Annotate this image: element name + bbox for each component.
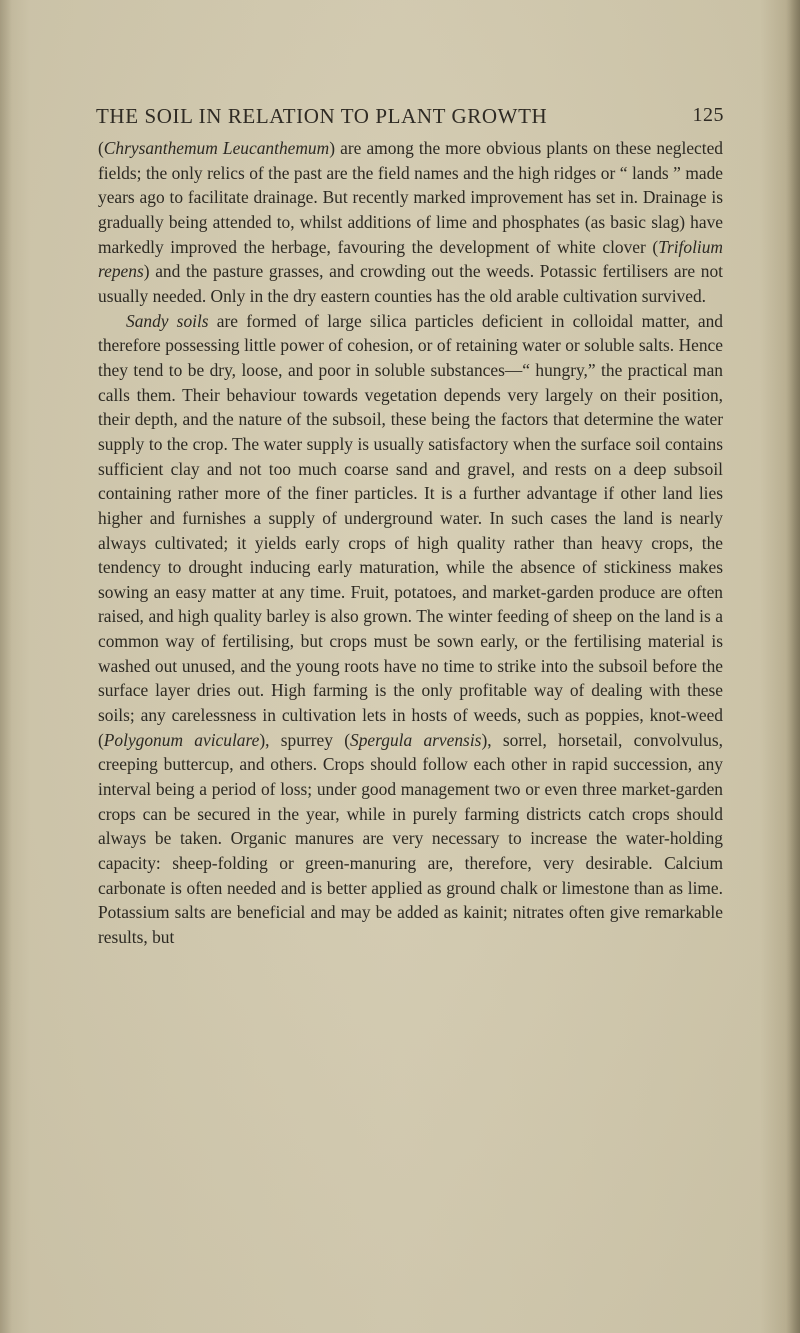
text-segment: ) and the pasture grasses, and crowding out the weeds. Potassic fertilisers are not usually needed. Only in the dry eastern counties has the old arable cultivation survived. bbox=[98, 261, 723, 306]
running-header bbox=[96, 104, 724, 134]
page-number: 125 bbox=[692, 104, 724, 126]
latin-name: Polygonum aviculare bbox=[103, 729, 260, 750]
text-segment: are formed of large silica particles deficient in colloidal matter, and therefore possessing little power of cohesion, or of retaining water or soluble salts. Hence they tend to be dry, loose, and poor in soluble substances—“ hungry,” the practical man calls them. Their behaviour towards vegetation depends very largely on their position, their depth, and the nature of the subsoil, these being the factors that determine the water supply to the crop. The water supply is usually satisfactory when the surface soil contains sufficient clay and not too much coarse sand and gravel, and rests on a deep subsoil containing rather more of the finer particles. It is a further advantage if other land lies higher and furnishes a supply of underground water. In such cases the land is nearly always cultivated; it yields early crops of high quality rather than heavy crops, the tendency to drought inducing early maturation, while the absence of stickiness makes sowing an easy matter at any time. Fruit, potatoes, and market-garden produce are often raised, and high quality barley is also grown. The winter feeding of sheep on the land is a common way of fertilising, but crops must be sown early, or the fertilising material is washed out unused, and the young roots have no time to strike into the subsoil before the surface layer dries out. High farming is the only profitable way of dealing with these soils; any carelessness in cultivation lets in hosts of weeds, such as poppies, knot-weed ( bbox=[98, 310, 723, 750]
latin-name: Trifolium repens bbox=[98, 236, 723, 282]
text-segment: ), spurrey ( bbox=[259, 729, 351, 750]
paragraph-sandy-soils bbox=[98, 309, 723, 950]
latin-name: Chrysanthemum Leucanthemum bbox=[103, 138, 330, 158]
paragraph-continued bbox=[98, 136, 723, 309]
page-gutter-shadow bbox=[0, 0, 12, 1333]
page-edge-shadow bbox=[786, 0, 800, 1333]
running-title: THE SOIL IN RELATION TO PLANT GROWTH bbox=[96, 104, 548, 128]
body-text bbox=[98, 136, 723, 950]
text-segment: ), sorrel, horsetail, convolvulus, creeping buttercup, and others. Crops should follow each other in rapid succession, any interval being a period of loss; under good management two or even three market-garden crops can be secured in the year, while in purely farming districts catch crops should always be taken. Organic manures are very necessary to increase the water-holding capacity: sheep-folding or green-manuring are, therefore, very desirable. Calcium carbonate is often needed and is better applied as ground chalk or limestone than as lime. Potassium salts are beneficial and may be added as kainit; nitrates often give remarkable results, but bbox=[98, 729, 723, 947]
section-lead-term: Sandy soils bbox=[126, 310, 209, 331]
text-segment: ) are among the more obvious plants on these neglected fields; the only relics of the past are the field names and the high ridges or “ lands ” made years ago to facilitate drainage. But recently marked improvement has set in. Drainage is gradually being attended to, whilst additions of lime and phosphates (as basic slag) have markedly improved the herbage, favouring the development of white clover ( bbox=[98, 138, 723, 257]
text-segment: ( bbox=[98, 138, 104, 158]
latin-name: Spergula arvensis bbox=[350, 729, 482, 750]
